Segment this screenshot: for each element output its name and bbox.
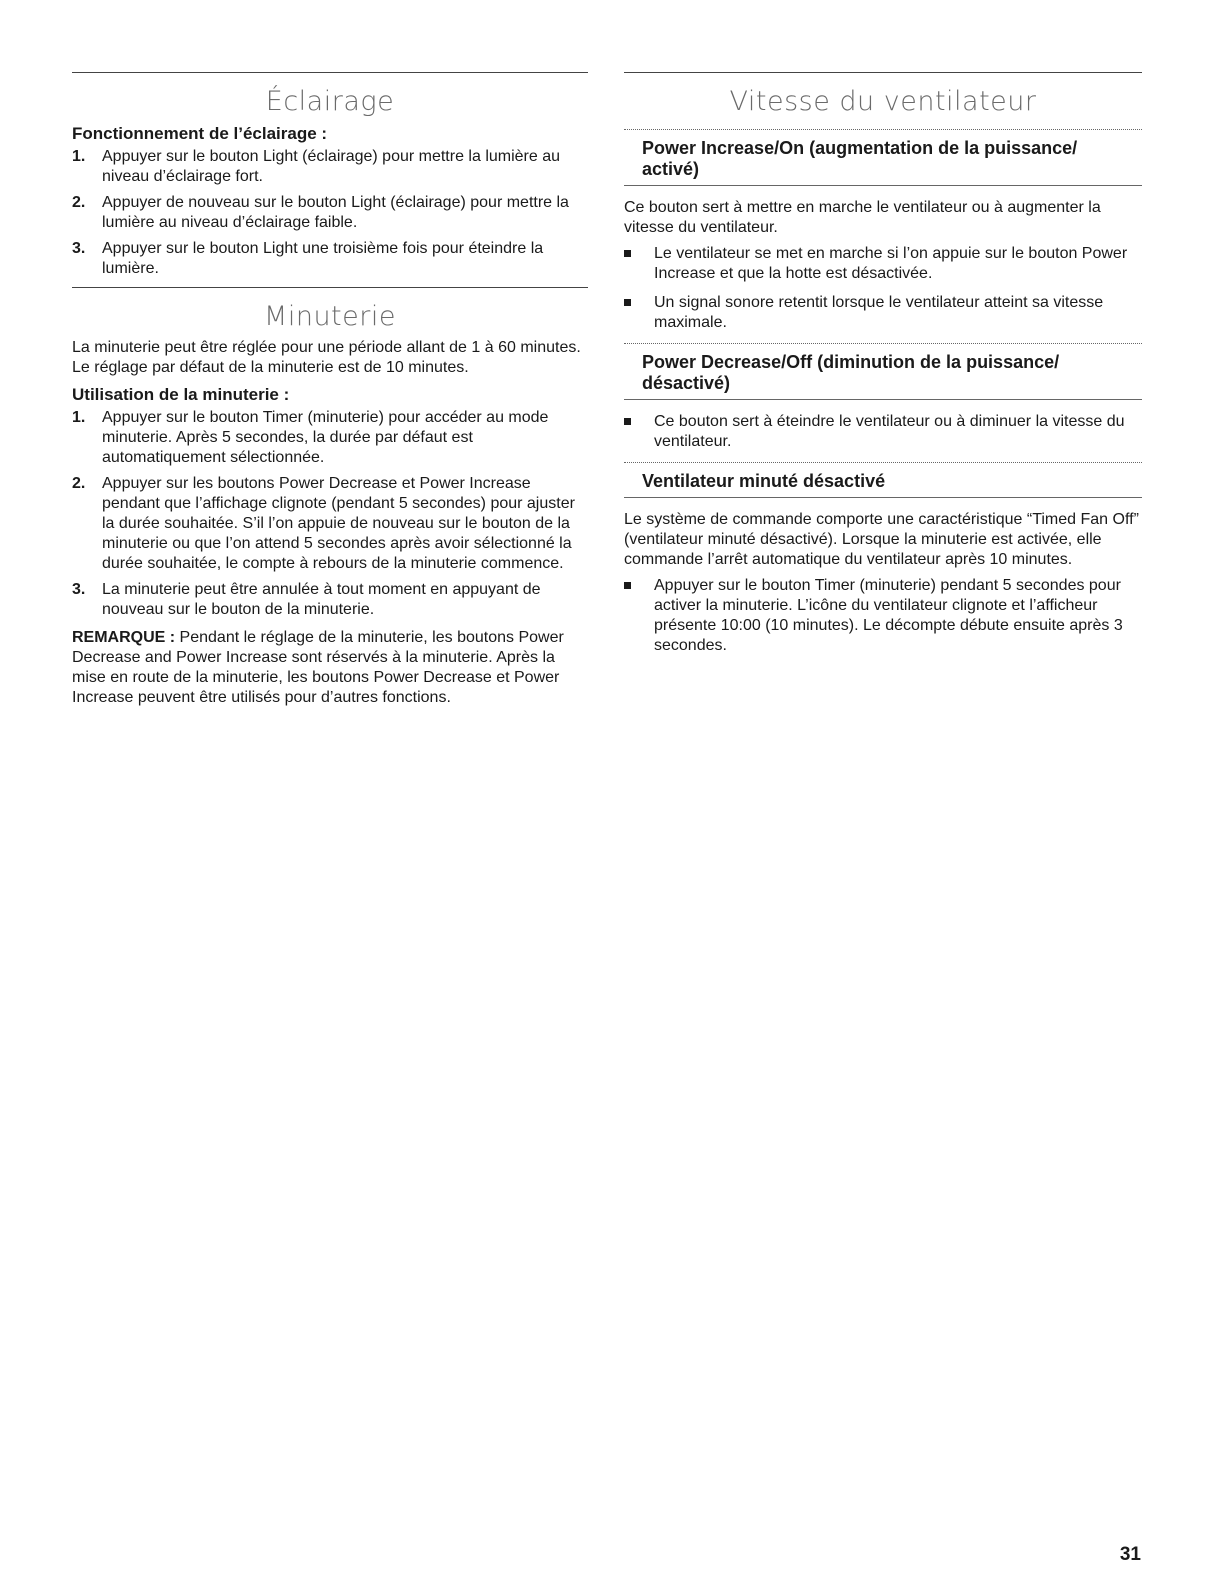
list-item bbox=[72, 474, 588, 574]
minuterie-intro: La minuterie peut être réglée pour une période allant de 1 à 60 minutes. Le réglage par défaut de la minuterie est de 10 minutes. bbox=[72, 339, 581, 376]
list-item bbox=[624, 293, 1142, 333]
power-increase-intro: Ce bouton sert à mettre en marche le ventilateur ou à augmenter la vitesse du ventilateur. bbox=[624, 199, 1101, 236]
step-number: 2. bbox=[72, 475, 86, 492]
bullet-text: Le ventilateur se met en marche si l’on appuie sur le bouton Power Increase et que la hotte est désactivée. bbox=[654, 245, 1128, 282]
step-number: 3. bbox=[72, 240, 86, 257]
step-text: Appuyer sur les boutons Power Decrease et Power Increase pendant que l’affichage clignote (pendant 5 secondes) pour ajuster la durée souhaitée. S’il l’on appuie de nouveau sur le bouton de la minuterie ou que l’on attend 5 secondes après avoir sélectionné la durée souhaitée, le compte à rebours de la minuterie commence. bbox=[102, 475, 575, 572]
minuterie-steps bbox=[72, 408, 588, 620]
step-number: 1. bbox=[72, 148, 86, 165]
bullet-square-icon bbox=[624, 582, 631, 589]
step-text: La minuterie peut être annulée à tout moment en appuyant de nouveau sur le bouton de la minuterie. bbox=[102, 581, 541, 618]
list-item bbox=[624, 412, 1142, 452]
list-item bbox=[72, 193, 588, 233]
right-column bbox=[624, 72, 1142, 665]
subhead-utilisation: Utilisation de la minuterie : bbox=[72, 385, 290, 404]
heading-timed-fan-off: Ventilateur minuté désactivé bbox=[624, 462, 1142, 498]
list-item bbox=[624, 244, 1142, 284]
note-label: REMARQUE : bbox=[72, 629, 176, 646]
section-divider bbox=[624, 72, 1142, 73]
timed-fan-off-bullets bbox=[624, 576, 1142, 656]
bullet-text: Ce bouton sert à éteindre le ventilateur ou à diminuer la vitesse du ventilateur. bbox=[654, 413, 1125, 450]
eclairage-steps bbox=[72, 147, 588, 279]
step-text: Appuyer sur le bouton Timer (minuterie) pour accéder au mode minuterie. Après 5 secondes, la durée par défaut est automatiquement sélectionnée. bbox=[102, 409, 549, 466]
heading-power-decrease: Power Decrease/Off (diminution de la puissance/ désactivé) bbox=[624, 343, 1142, 400]
list-item bbox=[624, 576, 1142, 656]
step-number: 3. bbox=[72, 581, 86, 598]
subhead-fonctionnement: Fonctionnement de l’éclairage : bbox=[72, 124, 328, 143]
section-title-minuterie: Minuterie bbox=[264, 301, 396, 332]
step-text: Appuyer sur le bouton Light (éclairage) pour mettre la lumière au niveau d’éclairage fort. bbox=[102, 148, 561, 185]
note-text: Pendant le réglage de la minuterie, les boutons Power Decrease and Power Increase sont réservés à la minuterie. Après la mise en route de la minuterie, les boutons Power Decrease et Power Increase peuvent être utilisés pour d’autres fonctions. bbox=[72, 629, 564, 706]
section-title-eclairage: Éclairage bbox=[265, 86, 395, 117]
step-text: Appuyer de nouveau sur le bouton Light (éclairage) pour mettre la lumière au niveau d’éclairage faible. bbox=[102, 194, 569, 231]
bullet-text: Un signal sonore retentit lorsque le ventilateur atteint sa vitesse maximale. bbox=[654, 294, 1104, 331]
list-item bbox=[72, 580, 588, 620]
timed-fan-off-intro: Le système de commande comporte une caractéristique “Timed Fan Off” (ventilateur minuté désactivé). Lorsque la minuterie est activée, elle commande l’arrêt automatique du ventilateur après 10 minutes. bbox=[624, 511, 1139, 568]
step-number: 1. bbox=[72, 409, 86, 426]
list-item bbox=[72, 239, 588, 279]
power-decrease-bullets bbox=[624, 412, 1142, 452]
section-divider bbox=[72, 72, 588, 73]
bullet-square-icon bbox=[624, 250, 631, 257]
section-divider bbox=[72, 287, 588, 288]
page-number: 31 bbox=[1119, 1544, 1141, 1565]
bullet-square-icon bbox=[624, 299, 631, 306]
bullet-text: Appuyer sur le bouton Timer (minuterie) pendant 5 secondes pour activer la minuterie. L’icône du ventilateur clignote et l’afficheur présente 10:00 (10 minutes). Le décompte débute ensuite après 3 secondes. bbox=[654, 577, 1123, 654]
step-text: Appuyer sur le bouton Light une troisième fois pour éteindre la lumière. bbox=[102, 240, 544, 277]
heading-power-increase: Power Increase/On (augmentation de la puissance/ activé) bbox=[624, 129, 1142, 186]
remarque-note bbox=[72, 628, 588, 708]
bullet-square-icon bbox=[624, 418, 631, 425]
left-column bbox=[72, 72, 588, 714]
step-number: 2. bbox=[72, 194, 86, 211]
list-item bbox=[72, 408, 588, 468]
section-title-vitesse: Vitesse du ventilateur bbox=[729, 86, 1037, 117]
list-item bbox=[72, 147, 588, 187]
power-increase-bullets bbox=[624, 244, 1142, 333]
